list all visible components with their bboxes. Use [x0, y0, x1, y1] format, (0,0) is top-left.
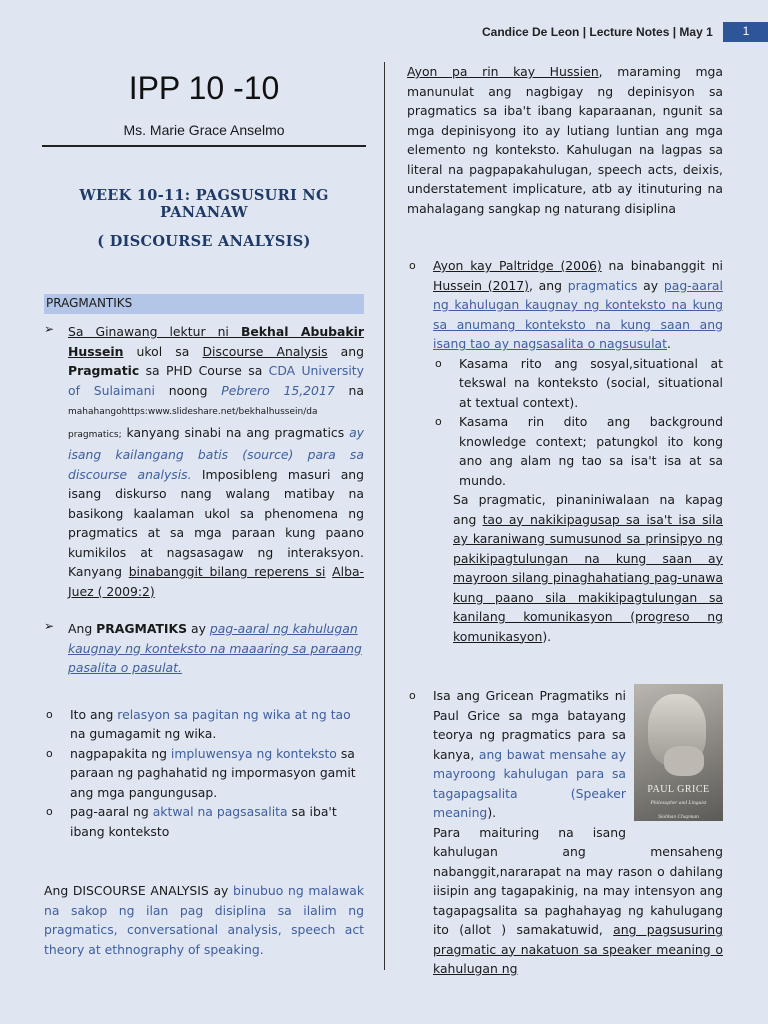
- circle-bullet-icon: o: [435, 415, 442, 428]
- book-cover-subtitle: Philosopher and Linguist: [650, 800, 707, 806]
- text-run: aktwal na pagsasalita: [152, 804, 288, 819]
- text-run: ang bawat mensahe ay mayroong kahulugan para sa tagapagsalita: [433, 746, 626, 801]
- text-run: ay: [208, 883, 234, 898]
- text-run: binubuo ng malawak na sakop ng ilan pag disiplina sa ilalim ng pragmatics, conversational analysis, speech act theory at ethnography of speaking.: [44, 883, 364, 957]
- gricean-list: [407, 686, 723, 979]
- instructor-name: Ms. Marie Grace Anselmo: [123, 122, 285, 138]
- paragraph-hussien-definitions: [407, 62, 723, 218]
- text-run: relasyon sa pagitan ng wika at ng tao: [117, 706, 351, 722]
- text-run: CDA University of Sulaimani: [68, 363, 364, 398]
- text-run: na: [334, 382, 364, 398]
- list-item: [44, 705, 364, 744]
- text-run: (Speaker meaning: [433, 785, 626, 820]
- pragmatiks-bullet-list: [44, 705, 364, 842]
- book-cover-author: Siobhan Chapman: [658, 814, 699, 820]
- list-item: [44, 744, 364, 803]
- portrait-hand: [664, 746, 704, 776]
- circle-bullet-icon: o: [46, 707, 53, 721]
- right-column: [407, 62, 723, 979]
- text-run: PRAGMATIKS: [96, 621, 188, 636]
- text-run: Hussein (2017): [433, 277, 529, 293]
- text-run: nagpapakita ng: [70, 745, 171, 761]
- week-subheading: ( DISCOURSE ANALYSIS): [97, 233, 311, 250]
- paragraph-hussein-lecture: [68, 322, 364, 601]
- text-run: Discourse Analysis: [202, 343, 328, 359]
- circle-bullet-icon: o: [435, 356, 442, 370]
- text-run: DISCOURSE ANALYSIS: [72, 883, 209, 898]
- text-run: Sa pragmatic, pinaniniwalaan na kapag ang: [453, 492, 723, 527]
- document-title: IPP 10 -10: [128, 70, 280, 106]
- text-run: pag-aaral ng kahulugan kaugnay ng konteksto na maaaring sa paraang pasalita o pasulat.: [68, 621, 362, 675]
- title-rule: [42, 145, 366, 147]
- arrow-bullet-icon: ➢: [44, 322, 55, 336]
- text-run: ukol sa: [123, 343, 203, 359]
- context-sublist: [433, 354, 723, 491]
- text-run: ).: [542, 628, 552, 644]
- left-column: [44, 62, 364, 959]
- text-run: Ito ang: [70, 706, 118, 722]
- list-item: [407, 256, 723, 646]
- text-run: Alba-Juez ( 2009:2): [68, 564, 365, 599]
- text-run: Imposibleng masuri ang isang diskurso nang walang matibay na basikong kaalaman ukol sa phenomena ng pragmatics at sa mga paraan kung paano kumikilos at nagsasagaw ng interaksyon. Kanyang: [68, 466, 365, 579]
- text-run: , ang: [528, 277, 568, 293]
- text-run: ang: [327, 343, 364, 359]
- list-item: [44, 802, 364, 841]
- paul-grice-book-cover-image: [634, 684, 723, 821]
- text-run: ang pagsusuring pragmatic ay nakatuon sa speaker meaning o kahulugan ng: [433, 922, 723, 976]
- paragraph-pragmatiks-definition: [68, 619, 364, 678]
- source-url-text: mahahangohttps:www.slideshare.net/bekhalhussein/da pragmatics;: [68, 407, 318, 440]
- circle-bullet-icon: o: [409, 259, 416, 272]
- text-run: pag-aaral ng kahulugan kaugnay ng konteksto na kung sa anumang konteksto na kung saan ang isang tao ay nagsasalita o nagsusulat: [433, 277, 723, 351]
- text-run: Para maituring na isang kahulugan ang mensaheng nabanggit,nararapat na may rason o dahilang iisipin ang tagapakinig, na may intensyon ang tagapagsalita sa paghahayag ng kahulugang ito (allot ) samakatuwid,: [433, 824, 723, 937]
- text-run: binabanggit bilang reperens si: [128, 564, 326, 579]
- text-run: ay isang kailangang batis (source) para sa discourse analysis.: [68, 424, 364, 482]
- paragraph-speaker-meaning: [433, 823, 723, 979]
- arrow-paragraph-1: [44, 322, 364, 601]
- column-divider: [384, 62, 385, 970]
- circle-bullet-icon: o: [46, 805, 53, 818]
- header-text: Candice De Leon | Lecture Notes | May 1: [482, 25, 713, 39]
- arrow-paragraph-2: [44, 619, 364, 678]
- circle-bullet-icon: o: [46, 746, 53, 760]
- text-run: tao ay nakikipagusap sa isa't isa sila ay karaniwang sumusunod sa prinsipyo ng pakikipagtulungan na kung saan ay mayroon silang pinaghahatiang pag-unawa kung paano sila makikipagtulungan sa kanilang komunikasyon (progreso ng komunikasyon: [453, 511, 723, 644]
- text-run: Bekhal Abubakir Hussein: [68, 324, 364, 359]
- text-run: na gumagamit ng wika.: [70, 726, 217, 741]
- text-run: pragmatics: [567, 277, 638, 293]
- text-run: .: [667, 336, 671, 351]
- text-run: Ang: [68, 621, 97, 636]
- text-run: noong: [154, 382, 222, 398]
- week-heading: WEEK 10-11: PAGSUSURI NG PANANAW: [79, 187, 329, 221]
- text-run: Ayon pa rin kay Hussien: [407, 64, 599, 79]
- section-heading-pragmantiks: PRAGMANTIKS: [44, 294, 364, 314]
- text-run: Isa ang Gricean Pragmatiks ni Paul Grice: [433, 688, 626, 723]
- text-run: Pragmatic: [68, 363, 140, 378]
- paltridge-list: [407, 256, 723, 646]
- text-run: na binabanggit ni: [601, 258, 723, 273]
- text-run: ay: [187, 621, 210, 636]
- circle-bullet-icon: o: [409, 689, 416, 702]
- text-run: sa iba't ibang konteksto: [70, 804, 337, 839]
- page-header: [480, 22, 768, 42]
- text-run: sa PHD Course sa: [139, 363, 269, 378]
- text-run: Ayon kay Paltridge (2006): [433, 258, 602, 273]
- text-run: Kasama rin dito ang background knowledge context; patungkol ito kong ano ang alam ng tao sa isa't isa at sa mundo.: [459, 414, 723, 488]
- text-run: impluwensya ng konteksto: [170, 745, 337, 761]
- text-run: sa paraan ng paghahatid ng impormasyon gamit ang mga pangungusap.: [70, 745, 356, 800]
- list-item: [407, 686, 723, 979]
- text-run: Ang: [44, 883, 73, 898]
- book-cover-title: PAUL GRICE: [647, 784, 710, 795]
- text-run: Kasama rito ang sosyal,situational at tekswal na konteksto (social, situational at textual context).: [459, 355, 723, 410]
- text-run: ay: [637, 277, 664, 293]
- text-run: sa mga batayang teorya ng pragmatics para sa kanya,: [433, 707, 626, 762]
- text-run: ).: [487, 805, 497, 820]
- text-run: kanyang sinabi na ang pragmatics: [121, 424, 350, 440]
- list-item: [433, 354, 723, 413]
- text-run: Pebrero 15,2017: [221, 382, 335, 398]
- list-item: [433, 412, 723, 490]
- text-run: , maraming mga manunulat ang nagbigay ng depinisyon sa pragmatics sa iba't ibang kaparaanan, ngunit sa mga depinisyong ito ay lutiang luntian ang mga elemento ng konteksto. Kahulugan na lagpas sa literal na pagpapakahulugan, speech acts, deixis, understatement implicature, atb ay itinuturing na mahalagang sangkap ng naturang disiplina: [407, 64, 723, 216]
- arrow-bullet-icon: ➢: [44, 619, 55, 633]
- page-number-badge: 1: [723, 22, 768, 42]
- paragraph-discourse-analysis: [44, 881, 364, 959]
- paragraph-cooperative-principle: [453, 490, 723, 646]
- text-run: Sa Ginawang lektur ni: [68, 324, 241, 339]
- text-run: pag-aaral ng: [70, 804, 153, 819]
